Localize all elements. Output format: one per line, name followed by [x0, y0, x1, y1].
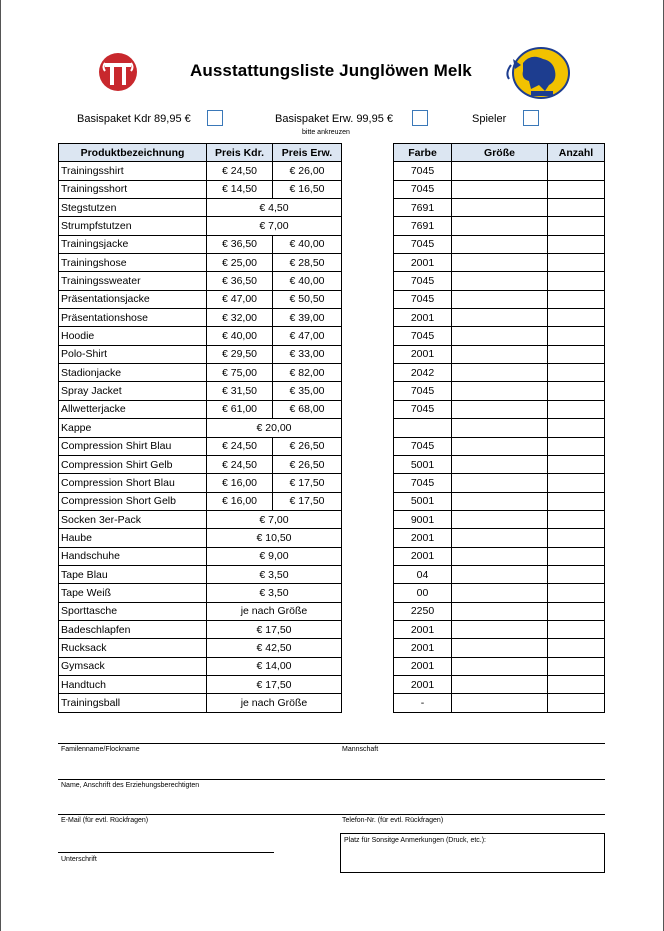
- table-row: [59, 547, 342, 565]
- product-name-cell: Trainingsshort: [59, 180, 207, 198]
- farbe-cell: 7045: [394, 400, 452, 418]
- table-row: [394, 455, 605, 473]
- table-row: [59, 272, 342, 290]
- groesse-input-cell[interactable]: [452, 272, 548, 290]
- product-name-cell: Rucksack: [59, 639, 207, 657]
- price-erw-cell: € 68,00: [273, 400, 342, 418]
- price-cell: € 3,50: [207, 565, 342, 583]
- price-cell: € 7,00: [207, 217, 342, 235]
- groesse-input-cell[interactable]: [452, 345, 548, 363]
- notes-label: Platz für Sonsitge Anmerkungen (Druck, etc.):: [344, 837, 487, 844]
- table-row: [394, 272, 605, 290]
- table-row: [394, 345, 605, 363]
- groesse-input-cell[interactable]: [452, 584, 548, 602]
- product-name-cell: Compression Shirt Blau: [59, 437, 207, 455]
- table-row: [394, 309, 605, 327]
- table-row: [394, 584, 605, 602]
- telefon-label: Telefon-Nr. (für evtl. Rückfragen): [342, 817, 444, 824]
- price-erw-cell: € 39,00: [273, 309, 342, 327]
- groesse-input-cell[interactable]: [452, 529, 548, 547]
- groesse-input-cell[interactable]: [452, 364, 548, 382]
- table-row: [59, 675, 342, 693]
- product-name-cell: Trainingssweater: [59, 272, 207, 290]
- table-row: [59, 510, 342, 528]
- product-name-cell: Socken 3er-Pack: [59, 510, 207, 528]
- price-cell: je nach Größe: [207, 602, 342, 620]
- groesse-input-cell[interactable]: [452, 254, 548, 272]
- anzahl-input-cell[interactable]: [548, 382, 605, 400]
- table-row: [59, 437, 342, 455]
- table-row: [59, 327, 342, 345]
- farbe-cell: 2001: [394, 547, 452, 565]
- product-name-cell: Präsentationsjacke: [59, 290, 207, 308]
- anzahl-input-cell[interactable]: [548, 584, 605, 602]
- table-row: [59, 639, 342, 657]
- groesse-input-cell[interactable]: [452, 547, 548, 565]
- page-title: Ausstattungsliste Junglöwen Melk: [190, 61, 472, 80]
- price-erw-cell: € 82,00: [273, 364, 342, 382]
- product-name-cell: Strumpfstutzen: [59, 217, 207, 235]
- product-name-cell: Sporttasche: [59, 602, 207, 620]
- table-row: [59, 419, 342, 437]
- mannschaft-label: Mannschaft: [342, 746, 379, 753]
- table-row: [394, 547, 605, 565]
- price-kdr-cell: € 61,00: [207, 400, 273, 418]
- product-name-cell: Trainingsshirt: [59, 162, 207, 180]
- anzahl-input-cell[interactable]: [548, 492, 605, 510]
- groesse-input-cell[interactable]: [452, 639, 548, 657]
- price-cell: je nach Größe: [207, 694, 342, 712]
- price-cell: € 3,50: [207, 584, 342, 602]
- groesse-input-cell[interactable]: [452, 565, 548, 583]
- price-kdr-cell: € 14,50: [207, 180, 273, 198]
- anzahl-input-cell[interactable]: [548, 565, 605, 583]
- groesse-input-cell[interactable]: [452, 327, 548, 345]
- anzahl-input-cell[interactable]: [548, 437, 605, 455]
- farbe-cell: 2001: [394, 657, 452, 675]
- price-kdr-cell: € 36,50: [207, 235, 273, 253]
- farbe-cell: 2001: [394, 639, 452, 657]
- farbe-cell: 2001: [394, 529, 452, 547]
- table-row: [394, 162, 605, 180]
- anzahl-input-cell[interactable]: [548, 235, 605, 253]
- farbe-cell: 2001: [394, 675, 452, 693]
- product-name-cell: Compression Short Blau: [59, 474, 207, 492]
- price-kdr-cell: € 31,50: [207, 382, 273, 400]
- groesse-input-cell[interactable]: [452, 455, 548, 473]
- price-erw-cell: € 17,50: [273, 474, 342, 492]
- table-row: [394, 565, 605, 583]
- anzahl-input-cell[interactable]: [548, 455, 605, 473]
- anzahl-input-cell[interactable]: [548, 639, 605, 657]
- table-row: [394, 657, 605, 675]
- anschrift-field[interactable]: [58, 814, 605, 815]
- col-header-preis-kdr: Preis Kdr.: [207, 144, 273, 162]
- table-row: [59, 657, 342, 675]
- farbe-cell: -: [394, 694, 452, 712]
- anzahl-input-cell[interactable]: [548, 474, 605, 492]
- groesse-input-cell[interactable]: [452, 382, 548, 400]
- product-name-cell: Tape Blau: [59, 565, 207, 583]
- farbe-cell: 2001: [394, 309, 452, 327]
- groesse-input-cell[interactable]: [452, 657, 548, 675]
- table-row: [59, 694, 342, 712]
- price-erw-cell: € 16,50: [273, 180, 342, 198]
- farbe-cell: 2001: [394, 345, 452, 363]
- product-name-cell: Stegstutzen: [59, 199, 207, 217]
- table-row: [59, 180, 342, 198]
- groesse-input-cell[interactable]: [452, 474, 548, 492]
- table-row: [394, 400, 605, 418]
- anzahl-input-cell[interactable]: [548, 547, 605, 565]
- price-cell: € 9,00: [207, 547, 342, 565]
- product-name-cell: Trainingsjacke: [59, 235, 207, 253]
- price-kdr-cell: € 47,00: [207, 290, 273, 308]
- price-cell: € 42,50: [207, 639, 342, 657]
- farbe-cell: 7045: [394, 162, 452, 180]
- price-cell: € 14,00: [207, 657, 342, 675]
- farbe-cell: 9001: [394, 510, 452, 528]
- table-row: [59, 364, 342, 382]
- table-row: [59, 309, 342, 327]
- anzahl-input-cell[interactable]: [548, 364, 605, 382]
- price-erw-cell: € 47,00: [273, 327, 342, 345]
- anzahl-input-cell[interactable]: [548, 675, 605, 693]
- product-name-cell: Kappe: [59, 419, 207, 437]
- anzahl-input-cell[interactable]: [548, 180, 605, 198]
- table-row: [59, 290, 342, 308]
- price-kdr-cell: € 24,50: [207, 455, 273, 473]
- table-row: [394, 382, 605, 400]
- table-header-row: [394, 144, 605, 162]
- groesse-input-cell[interactable]: [452, 235, 548, 253]
- farbe-cell: 7045: [394, 290, 452, 308]
- farbe-cell: 7045: [394, 474, 452, 492]
- col-header-produkt: Produktbezeichnung: [59, 144, 207, 162]
- farbe-cell: 2001: [394, 620, 452, 638]
- anzahl-input-cell[interactable]: [548, 620, 605, 638]
- price-erw-cell: € 50,50: [273, 290, 342, 308]
- product-name-cell: Gymsack: [59, 657, 207, 675]
- anzahl-input-cell[interactable]: [548, 309, 605, 327]
- table-row: [394, 492, 605, 510]
- farbe-cell: 7691: [394, 199, 452, 217]
- checkbox-hint: bitte ankreuzen: [302, 129, 350, 136]
- table-row: [394, 327, 605, 345]
- groesse-input-cell[interactable]: [452, 400, 548, 418]
- table-row: [394, 474, 605, 492]
- lion-club-logo: [501, 45, 571, 100]
- table-row: [59, 492, 342, 510]
- product-name-cell: Polo-Shirt: [59, 345, 207, 363]
- groesse-input-cell[interactable]: [452, 217, 548, 235]
- table-row: [59, 400, 342, 418]
- table-row: [394, 694, 605, 712]
- farbe-cell: [394, 419, 452, 437]
- farbe-cell: 2042: [394, 364, 452, 382]
- spieler-label: Spieler: [472, 113, 507, 125]
- table-row: [59, 345, 342, 363]
- package-erw-label: Basispaket Erw. 99,95 €: [275, 113, 394, 125]
- familienname-field[interactable]: [58, 779, 605, 780]
- table-row: [59, 474, 342, 492]
- col-header-groesse: Größe: [452, 144, 548, 162]
- farbe-cell: 7045: [394, 235, 452, 253]
- groesse-input-cell[interactable]: [452, 309, 548, 327]
- groesse-input-cell[interactable]: [452, 675, 548, 693]
- price-erw-cell: € 26,00: [273, 162, 342, 180]
- col-header-preis-erw: Preis Erw.: [273, 144, 342, 162]
- table-row: [394, 235, 605, 253]
- farbe-cell: 5001: [394, 455, 452, 473]
- groesse-input-cell[interactable]: [452, 694, 548, 712]
- farbe-cell: 7045: [394, 180, 452, 198]
- groesse-input-cell[interactable]: [452, 162, 548, 180]
- col-header-anzahl: Anzahl: [548, 144, 605, 162]
- table-row: [59, 254, 342, 272]
- table-row: [394, 199, 605, 217]
- price-erw-cell: € 35,00: [273, 382, 342, 400]
- anzahl-input-cell[interactable]: [548, 510, 605, 528]
- price-kdr-cell: € 24,50: [207, 162, 273, 180]
- groesse-input-cell[interactable]: [452, 419, 548, 437]
- product-name-cell: Trainingshose: [59, 254, 207, 272]
- order-details-table: [393, 143, 605, 713]
- groesse-input-cell[interactable]: [452, 180, 548, 198]
- table-row: [394, 254, 605, 272]
- table-row: [59, 602, 342, 620]
- table-row: [394, 529, 605, 547]
- groesse-input-cell[interactable]: [452, 199, 548, 217]
- package-erw-checkbox[interactable]: [412, 110, 428, 126]
- farbe-cell: 7045: [394, 327, 452, 345]
- table-row: [394, 620, 605, 638]
- farbe-cell: 04: [394, 565, 452, 583]
- price-cell: € 10,50: [207, 529, 342, 547]
- farbe-cell: 7045: [394, 272, 452, 290]
- anzahl-input-cell[interactable]: [548, 419, 605, 437]
- farbe-cell: 2001: [394, 254, 452, 272]
- table-row: [394, 639, 605, 657]
- divider-line: [58, 743, 605, 744]
- anzahl-input-cell[interactable]: [548, 199, 605, 217]
- product-name-cell: Haube: [59, 529, 207, 547]
- farbe-cell: 7045: [394, 382, 452, 400]
- package-kdr-checkbox[interactable]: [207, 110, 223, 126]
- product-name-cell: Handschuhe: [59, 547, 207, 565]
- table-row: [59, 235, 342, 253]
- product-name-cell: Stadionjacke: [59, 364, 207, 382]
- price-kdr-cell: € 24,50: [207, 437, 273, 455]
- table-row: [59, 199, 342, 217]
- product-name-cell: Badeschlapfen: [59, 620, 207, 638]
- anzahl-input-cell[interactable]: [548, 694, 605, 712]
- price-erw-cell: € 26,50: [273, 437, 342, 455]
- product-name-cell: Trainingsball: [59, 694, 207, 712]
- notes-box[interactable]: [340, 833, 605, 873]
- table-row: [59, 217, 342, 235]
- price-kdr-cell: € 36,50: [207, 272, 273, 290]
- anzahl-input-cell[interactable]: [548, 529, 605, 547]
- table-row: [394, 180, 605, 198]
- table-row: [59, 620, 342, 638]
- farbe-cell: 7045: [394, 437, 452, 455]
- table-row: [59, 455, 342, 473]
- anzahl-input-cell[interactable]: [548, 327, 605, 345]
- table-row: [59, 565, 342, 583]
- product-name-cell: Präsentationshose: [59, 309, 207, 327]
- club-logo-left: [96, 52, 140, 92]
- table-row: [59, 382, 342, 400]
- familienname-label: Familenname/Flockname: [61, 746, 140, 753]
- anzahl-input-cell[interactable]: [548, 272, 605, 290]
- price-erw-cell: € 40,00: [273, 235, 342, 253]
- package-kdr-label: Basispaket Kdr 89,95 €: [77, 113, 191, 125]
- price-cell: € 7,00: [207, 510, 342, 528]
- price-erw-cell: € 28,50: [273, 254, 342, 272]
- farbe-cell: 7691: [394, 217, 452, 235]
- table-row: [394, 602, 605, 620]
- price-erw-cell: € 40,00: [273, 272, 342, 290]
- price-cell: € 20,00: [207, 419, 342, 437]
- anzahl-input-cell[interactable]: [548, 162, 605, 180]
- price-erw-cell: € 33,00: [273, 345, 342, 363]
- product-name-cell: Tape Weiß: [59, 584, 207, 602]
- price-kdr-cell: € 75,00: [207, 364, 273, 382]
- anzahl-input-cell[interactable]: [548, 290, 605, 308]
- price-kdr-cell: € 16,00: [207, 474, 273, 492]
- price-kdr-cell: € 16,00: [207, 492, 273, 510]
- spieler-checkbox[interactable]: [523, 110, 539, 126]
- table-row: [394, 510, 605, 528]
- price-erw-cell: € 26,50: [273, 455, 342, 473]
- price-kdr-cell: € 32,00: [207, 309, 273, 327]
- unterschrift-label: Unterschrift: [61, 856, 97, 863]
- price-kdr-cell: € 29,50: [207, 345, 273, 363]
- table-row: [394, 675, 605, 693]
- anschrift-label: Name, Anschrift des Erziehungsberechtigten: [61, 782, 200, 789]
- table-row: [394, 290, 605, 308]
- product-name-cell: Spray Jacket: [59, 382, 207, 400]
- farbe-cell: 00: [394, 584, 452, 602]
- anzahl-input-cell[interactable]: [548, 602, 605, 620]
- product-name-cell: Compression Shirt Gelb: [59, 455, 207, 473]
- groesse-input-cell[interactable]: [452, 492, 548, 510]
- table-row: [59, 529, 342, 547]
- product-name-cell: Hoodie: [59, 327, 207, 345]
- table-row: [394, 419, 605, 437]
- groesse-input-cell[interactable]: [452, 510, 548, 528]
- groesse-input-cell[interactable]: [452, 290, 548, 308]
- col-header-farbe: Farbe: [394, 144, 452, 162]
- anzahl-input-cell[interactable]: [548, 657, 605, 675]
- table-row: [394, 437, 605, 455]
- price-kdr-cell: € 40,00: [207, 327, 273, 345]
- anzahl-input-cell[interactable]: [548, 217, 605, 235]
- anzahl-input-cell[interactable]: [548, 254, 605, 272]
- product-name-cell: Compression Short Gelb: [59, 492, 207, 510]
- farbe-cell: 2250: [394, 602, 452, 620]
- table-header-row: [59, 144, 342, 162]
- email-label: E-Mail (für evtl. Rückfragen): [61, 817, 149, 824]
- price-cell: € 4,50: [207, 199, 342, 217]
- price-erw-cell: € 17,50: [273, 492, 342, 510]
- price-cell: € 17,50: [207, 620, 342, 638]
- price-kdr-cell: € 25,00: [207, 254, 273, 272]
- table-row: [59, 584, 342, 602]
- anzahl-input-cell[interactable]: [548, 345, 605, 363]
- farbe-cell: 5001: [394, 492, 452, 510]
- product-name-cell: Handtuch: [59, 675, 207, 693]
- table-row: [394, 364, 605, 382]
- groesse-input-cell[interactable]: [452, 437, 548, 455]
- groesse-input-cell[interactable]: [452, 602, 548, 620]
- table-row: [394, 217, 605, 235]
- groesse-input-cell[interactable]: [452, 620, 548, 638]
- product-price-table: [58, 143, 342, 713]
- anzahl-input-cell[interactable]: [548, 400, 605, 418]
- price-cell: € 17,50: [207, 675, 342, 693]
- table-row: [59, 162, 342, 180]
- signature-field[interactable]: [58, 852, 274, 853]
- product-name-cell: Allwetterjacke: [59, 400, 207, 418]
